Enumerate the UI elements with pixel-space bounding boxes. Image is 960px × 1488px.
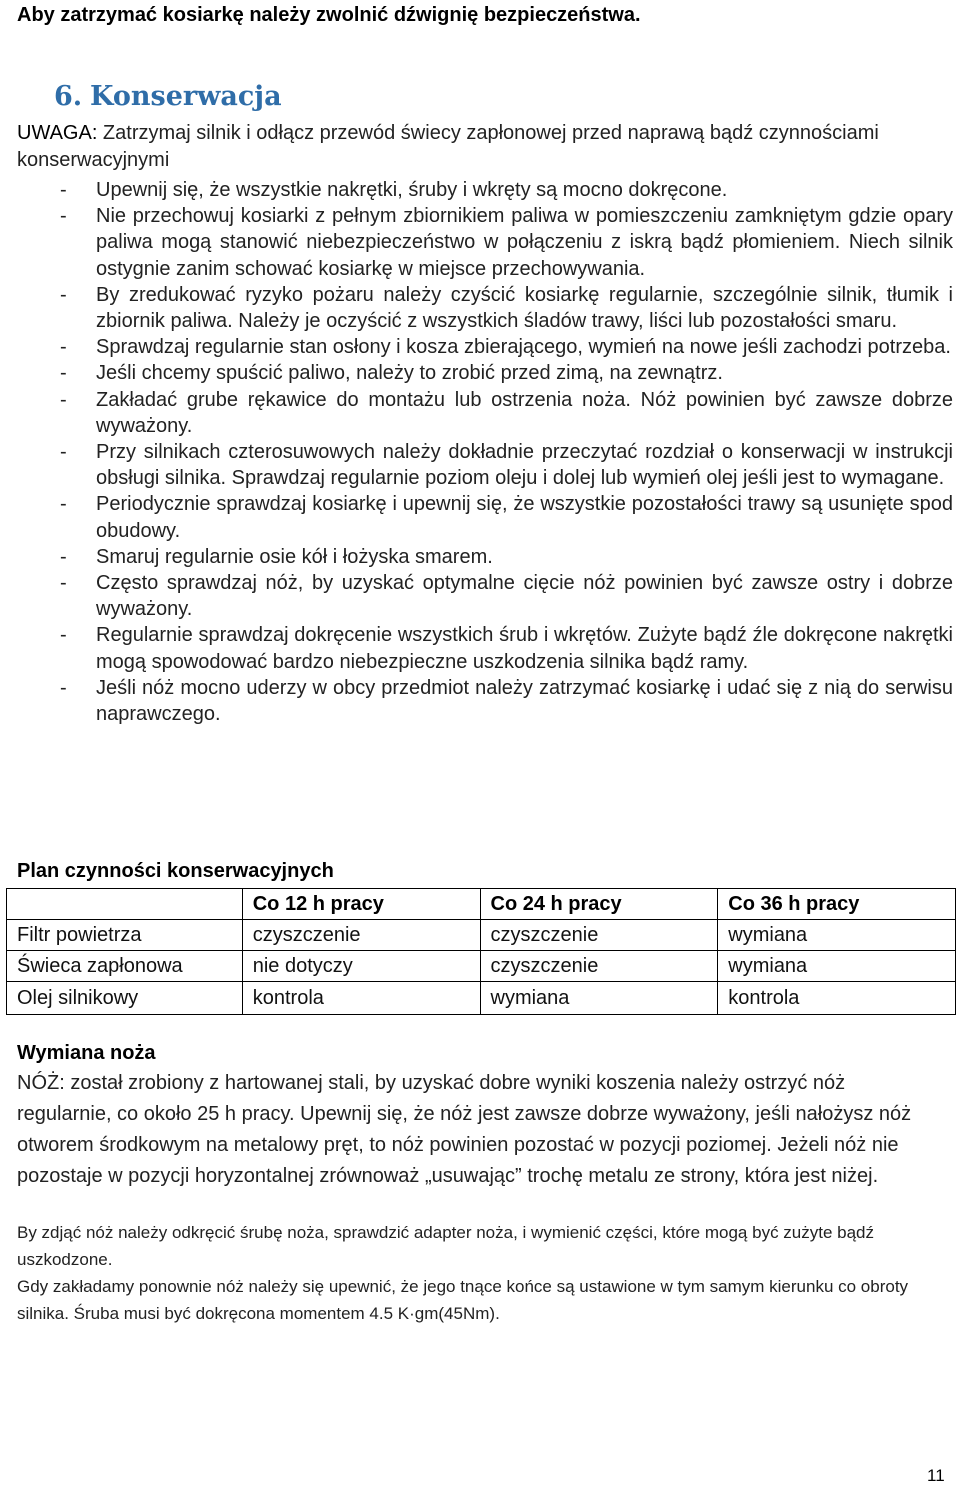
warning-label: UWAGA: [17,122,98,144]
table-cell: Olej silnikowy [7,982,243,1015]
bullet-dash: - [60,388,67,411]
table-cell: kontrola [718,982,956,1015]
list-item [17,675,953,727]
list-item-text: Nie przechowuj kosiarki z pełnym zbiornikiem paliwa w pomieszczeniu zamkniętym gdzie opary paliwa mogą stanowić niebezpieczeństwo w połączeniu z iskrą bądź płomieniem. Niech silnik ostygnie zanim schować kosiarkę w miejsce przechowywania. [96,205,953,280]
table-row [7,982,956,1015]
list-item [17,203,953,282]
intro-sentence: Aby zatrzymać kosiarkę należy zwolnić dźwignię bezpieczeństwa. [17,4,641,26]
table-cell: wymiana [480,982,718,1015]
table-cell: wymiana [718,920,956,951]
list-item [17,334,953,360]
list-item [17,360,953,386]
list-item-text: Przy silnikach czterosuwowych należy dokładnie przeczytać rozdział o konserwacji w instrukcji obsługi silnika. Sprawdzaj regularnie poziom oleju i dolej lub wymień olej jeśli jest to wymagane. [96,441,953,490]
bullet-dash: - [60,676,67,699]
table-cell: Świeca zapłonowa [7,951,243,982]
table-cell: wymiana [718,951,956,982]
blade-heading: Wymiana noża [17,1042,156,1064]
maintenance-list [17,177,953,727]
list-item [17,177,953,203]
table-header-cell [7,889,243,920]
list-item-text: Jeśli nóż mocno uderzy w obcy przedmiot należy zatrzymać kosiarkę i udać się z nią do serwisu naprawczego. [96,676,953,726]
blade-paragraph: NÓŻ: został zrobiony z hartowanej stali, by uzyskać dobre wyniki koszenia należy ostrzyć nóż regularnie, co około 25 h pracy. Upewnij się, że nóż jest zawsze dobrze wyważony, jeśli nałożysz nóż otworem środkowym na metalowy pręt, to nóż powinien pozostać w pozycji poziomej. Jeżeli nóż nie pozostaje w pozycji horyzontalnej zrównoważ „usuwając” trochę metalu ze strony, która jest niżej. [17,1072,912,1187]
table-row [7,920,956,951]
list-item-text: Sprawdzaj regularnie stan osłony i kosza zbierającego, wymień na nowe jeśli zachodzi potrzeba. [96,336,951,359]
bullet-dash: - [60,336,67,359]
bullet-dash: - [60,205,67,228]
section-heading [54,80,282,114]
table-header-cell: Co 36 h pracy [718,889,956,920]
list-item [17,491,953,543]
bullet-dash: - [60,441,67,464]
table-header-cell: Co 24 h pracy [480,889,718,920]
bullet-dash: - [60,179,67,201]
table-cell: Filtr powietrza [7,920,243,951]
table-header-row [7,889,956,920]
list-item-text: By zredukować ryzyko pożaru należy czyścić kosiarkę regularnie, szczególnie silnik, tłumik i zbiornik paliwa. Należy je oczyścić z wszystkich śladów trawy, liści lub pozostałości smaru. [96,283,953,333]
bullet-dash: - [60,362,67,385]
list-item [17,282,953,334]
table-cell: czyszczenie [480,920,718,951]
bullet-dash: - [60,493,67,516]
table-cell: czyszczenie [480,951,718,982]
table-row [7,951,956,982]
list-item [17,544,953,570]
bullet-dash: - [60,624,67,647]
list-item-text: Smaruj regularnie osie kół i łożyska smarem. [96,545,493,568]
table-header-cell: Co 12 h pracy [242,889,480,920]
bullet-dash: - [60,572,67,595]
list-item-text: Jeśli chcemy spuścić paliwo, należy to zrobić przed zimą, na zewnątrz. [96,362,723,385]
table-cell: czyszczenie [242,920,480,951]
blade-removal-note: By zdjąć nóż należy odkręcić śrubę noża, sprawdzić adapter noża, i wymienić części, które mogą być zużyte bądź uszkodzone. [17,1223,875,1269]
list-item-text: Zakładać grube rękawice do montażu lub ostrzenia noża. Nóż powinien być zawsze dobrze wyważony. [96,388,953,437]
list-item-text: Upewnij się, że wszystkie nakrętki, śruby i wkręty są mocno dokręcone. [96,179,728,201]
page-number: 11 [927,1466,945,1485]
list-item [17,387,953,439]
warning-paragraph [17,120,947,174]
section-title: Konserwacja [90,81,282,112]
bullet-dash: - [60,545,67,568]
list-item-text: Regularnie sprawdzaj dokręcenie wszystkich śrub i wkrętów. Zużyte bądź źle dokręcone nakrętki mogą spowodować bardzo niebezpieczne uszkodzenia silnika bądź ramy. [96,624,953,673]
list-item [17,570,953,622]
list-item-text: Często sprawdzaj nóż, by uzyskać optymalne cięcie nóż powinien być zawsze ostry i dobrze wyważony. [96,572,953,621]
list-item [17,439,953,491]
list-item-text: Periodycznie sprawdzaj kosiarkę i upewnij się, że wszystkie pozostałości trawy są usunięte spod obudowy. [96,493,953,542]
bullet-dash: - [60,283,67,306]
blade-install-note: Gdy zakładamy ponownie nóż należy się upewnić, że jego tnące końce są ustawione w tym samym kierunku co obroty silnika. Śruba musi być dokręcona momentem 4.5 K·gm(45Nm). [17,1277,909,1323]
table-cell: kontrola [242,982,480,1015]
plan-heading: Plan czynności konserwacyjnych [17,860,334,882]
warning-text: Zatrzymaj silnik i odłącz przewód świecy zapłonowej przed naprawą bądź czynnościami konserwacyjnymi [17,122,879,171]
table-cell: nie dotyczy [242,951,480,982]
list-item [17,622,953,674]
section-number: 6. [54,81,83,112]
maintenance-schedule-table [6,888,956,1015]
